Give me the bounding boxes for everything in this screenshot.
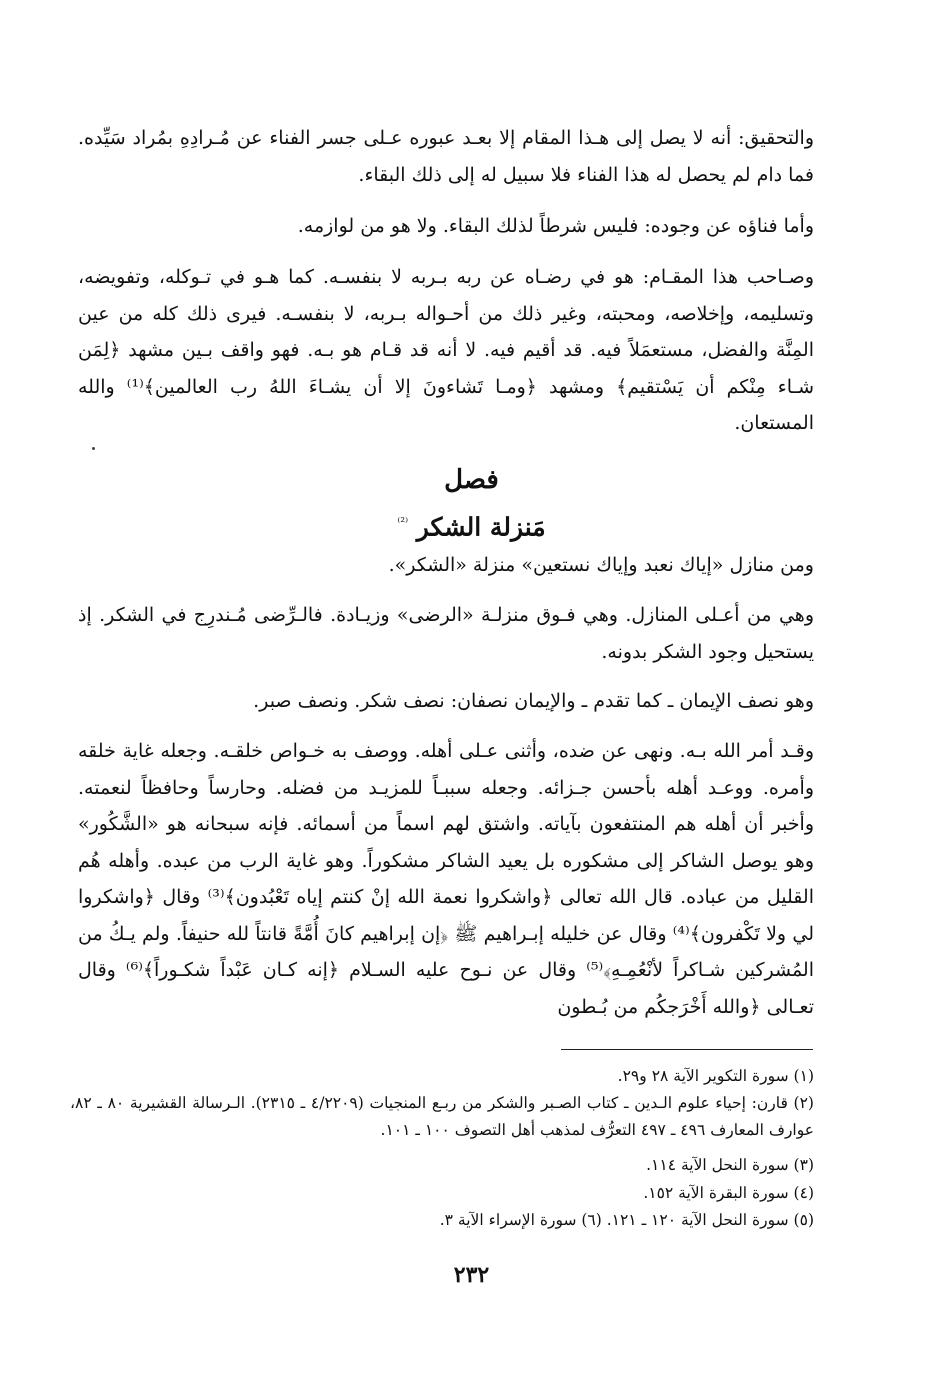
footnote-3: (٣) سورة النحل الآية ١١٤. — [646, 1156, 814, 1174]
paragraph-amr-allah: وقـد أمر الله بـه. ونهى عن ضده، وأثنى عـلى أهله. ووصف به خـواص خلقـه. وجعله غاية خلقه وأمره. ووعـد أهله بأحسن جـزائه. وجعله سببـاً للمزيـد من فضله. وحارساً وحافظاً لنعمته. وأخبر أن أهله هم المنتفعون بآياته. واشتق لهم اسماً من أسمائه. فإنه سبحانه هو «الشَّكُور» وهو يوصل الشاكر إلى مشكوره بل يعيد الشاكر مشكوراً. وهو غاية الرب من عبده. وأهله هُم القليل من عباده. قال الله تعالى ﴿واشكروا نعمة الله إنْ كنتم إياه تَعْبُدون﴾⁽³⁾ وقال ﴿واشكروا لي ولا تَكْفرون﴾⁽⁴⁾ وقال عن خليله إبـراهيم ﷺ ﴿إن إبراهيم كانَ أُمَّةً قانتاً لله حنيفاً. ولم يـكُ من المُشركين شـاكراً لأنْعُمِـهِ﴾⁽⁵⁾ وقال عن نـوح عليه السـلام ﴿إنه كـان عَبْداً شكـوراً﴾⁽⁶⁾ وقال تعـالى ﴿والله أَخْرَجكُم من بُـطون — [78, 740, 814, 1018]
footnote-2: (٢) قارن: إحياء علوم الـدين ـ كتاب الصـبر والشكر من ربـع المنجيات (٤/٢٢٠٩ ـ ٢٣١٥). الـرسالة القشيرية ٨٠ ـ ٨٢، عوارف المعارف ٤٩٦ ـ ٤٩٧ التعرُّف لمذهب أهل التصوف ١٠٠ ـ ١٠١. — [70, 1094, 814, 1139]
stray-mark — [92, 447, 95, 450]
footnote-5-6: (٥) سورة النحل الآية ١٢٠ ـ ١٢١. (٦) سورة الإسراء الآية ٣. — [439, 1211, 814, 1229]
paragraph-tahqiq: والتحقيق: أنه لا يصل إلى هـذا المقام إلا بعـد عبوره عـلى جسر الفناء عن مُـرادِهِ بمُراد سَيِّده. فما دام لم يحصل له هذا الفناء فلا سبيل له إلى ذلك البقاء. — [78, 127, 814, 186]
paragraph-fanaa: وأما فناؤه عن وجوده: فليس شرطاً لذلك البقاء. ولا هو من لوازمه. — [297, 215, 814, 237]
footnote-1: (١) سورة التكوير الآية ٢٨ و٢٩. — [617, 1067, 814, 1085]
paragraph-manazil: ومن منازل «إياك نعبد وإياك نستعين» منزلة «الشكر». — [388, 554, 814, 576]
paragraph-sahib-almaqam: وصـاحب هذا المقـام: هو في رضـاه عن ربه بـربه لا بنفسـه. كما هـو في تـوكله، وتفويضه، وتسليمه، وإخلاصه، ومحبته، وغير ذلك من أحـواله بـربه، لا بنفسـه. فيرى ذلك كله من عين المِنَّة والفضل، مستعمَلاً فيه. قد أقيم فيه. لا أنه قد قـام هو بـه. فهو واقف بـين مشهد ﴿لِمَن شـاء مِنْكم أن يَسْتقيم﴾ ومشهد ﴿ومـا تَشاءونَ إلا أن يشـاءَ اللهُ رب العالمين﴾⁽¹⁾ والله المستعان. — [78, 266, 814, 434]
section-subtitle-text: مَنزلة الشكر — [416, 512, 546, 542]
section-title: فصل — [444, 465, 499, 495]
section-subtitle — [0, 502, 943, 547]
paragraph-aala-almanazil: وهي من أعـلى المنازل. وهي فـوق منزلـة «الرضى» وزيـادة. فالـرِّضى مُـندرِج في الشكر. إذ يستحيل وجود الشكر بدونه. — [78, 604, 814, 663]
footnote-separator — [561, 1049, 813, 1050]
footnote-4: (٤) سورة البقرة الآية ١٥٢. — [643, 1184, 814, 1202]
paragraph-nisf-aliman: وهو نصف الإيمان ـ كما تقدم ـ والإيمان نصفان: نصف شكر. ونصف صبر. — [253, 690, 814, 712]
section-subtitle-note: ⁽²⁾ — [397, 515, 409, 529]
page-number: ٢٣٢ — [453, 1262, 490, 1288]
